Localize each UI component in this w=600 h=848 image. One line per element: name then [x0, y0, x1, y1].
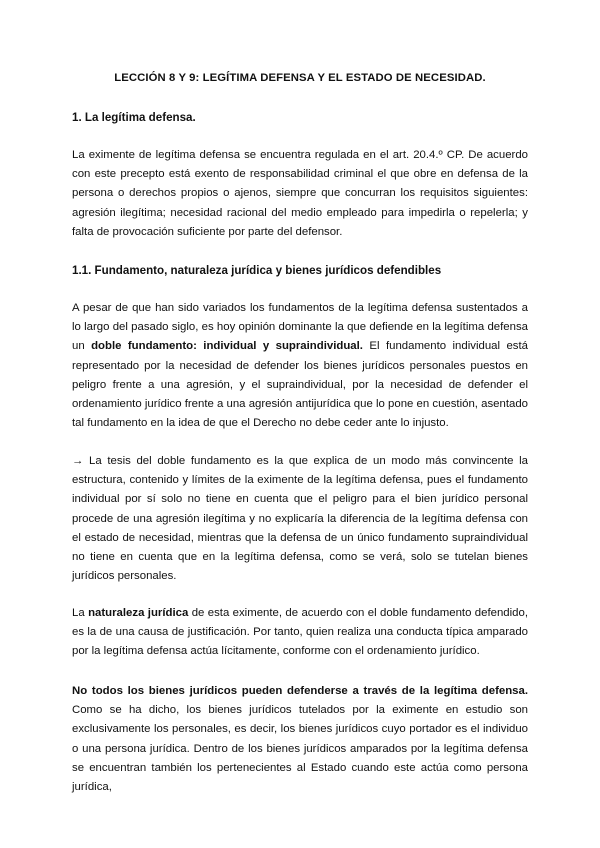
naturaleza-bold: naturaleza jurídica	[88, 607, 189, 619]
fundamento-text-a: A pesar de que han sido variados los fundamentos de la legítima defensa sustentados a lo largo del pasado siglo, es hoy opinión dominante la que defiende en la legítima defensa un	[72, 302, 528, 353]
section-1-1-heading: 1.1. Fundamento, naturaleza jurídica y bienes jurídicos defendibles	[72, 264, 442, 277]
doble-fundamento-paragraph: → La tesis del doble fundamento es la que explica de un modo más convincente la estructura, contenido y límites de la eximente de la legítima defensa, pues el fundamento individual por sí solo no tiene en cuenta que el peligro para el bien jurídico personal procede de una agresión ilegítima y no explicaría la diferencia de la legítima defensa con el estado de necesidad, mientras que la defensa de un único fundamento supraindividual no tiene en cuenta que en la legítima defensa, como se verá, solo se tutelan bienes jurídicos personales.	[72, 455, 528, 583]
fundamento-bold: doble fundamento: individual y supraindividual.	[91, 340, 363, 353]
naturaleza-text-a: La	[72, 607, 89, 619]
bienes-text: Como se ha dicho, los bienes jurídicos tutelados por la eximente en estudio son exclusivamente los personales, es decir, los bienes jurídicos cuyo portador es el individuo o una persona jurídica. Dentro de los bienes jurídicos amparados por la legítima defensa se encuentran también los pertenecientes al Estado cuando este actúa como persona jurídica,	[72, 704, 528, 794]
lesson-title: LECCIÓN 8 Y 9: LEGÍTIMA DEFENSA Y EL ESTADO DE NECESIDAD.	[114, 72, 486, 84]
section-1-paragraph: La eximente de legítima defensa se encuentra regulada en el art. 20.4.º CP. De acuerdo con este precepto está exento de responsabilidad criminal el que obre en defensa de la persona o derechos propios o ajenos, siempre que concurran los requisitos siguientes: agresión ilegítima; necesidad racional del medio empleado para impedirla o repelerla; y falta de provocación suficiente por parte del defensor.	[72, 149, 528, 238]
fundamento-paragraph	[72, 299, 528, 433]
section-1-heading: 1. La legítima defensa.	[72, 111, 196, 124]
naturaleza-text-b: de esta eximente, de acuerdo con el doble fundamento defendido, es la de una causa de justificación. Por tanto, quien realiza una conducta típica amparado por la legítima defensa actúa lícitamente, conforme con el ordenamiento jurídico.	[72, 607, 529, 658]
bienes-bold: No todos los bienes jurídicos pueden defenderse a través de la legítima defensa.	[72, 685, 528, 697]
bienes-juridicos-paragraph	[72, 682, 528, 797]
naturaleza-paragraph	[72, 604, 528, 662]
fundamento-text-b: El fundamento individual está representado por la necesidad de defender los bienes jurídicos personales puestos en peligro frente a una agresión, y el supraindividual, por la necesidad de defender el ordenamiento jurídico frente a una agresión antijurídica que lo pone en cuestión, asentado tal fundamento en la idea de que el Derecho no debe ceder ante lo injusto.	[72, 340, 528, 430]
